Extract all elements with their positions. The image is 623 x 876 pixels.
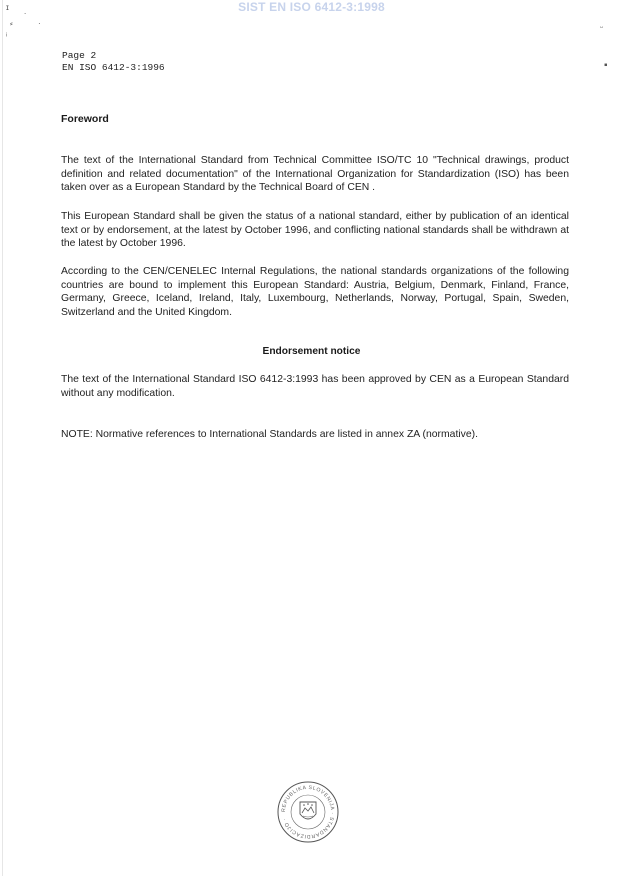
foreword-paragraph-2: This European Standard shall be given the status of a national standard, either by publication of an identical text or by endorsement, at the latest by October 1996, and conflicting national standards shall be withdrawn at the latest by October 1996. xyxy=(61,211,569,250)
scan-speck: ɪ xyxy=(6,3,9,12)
seal-icon xyxy=(276,780,340,844)
watermark: SIST EN ISO 6412-3:1998 xyxy=(238,0,385,14)
scan-speck: · xyxy=(38,19,41,28)
scan-speck: ⸗ xyxy=(10,19,13,28)
page-header xyxy=(62,50,165,74)
foreword-paragraph-3: According to the CEN/CENELEC Internal Regulations, the national standards organizations of the following countries are bound to implement this European Standard: Austria, Belgium, Denmark, Finland, France, Germany, Greece, Iceland, Ireland, Italy, Luxembourg, Netherlands, Norway, Portugal, Spain, Sweden, Switzerland and the United Kingdom. xyxy=(61,266,569,318)
scan-speck: ᵢ xyxy=(6,29,8,38)
seal-ring-text: REPUBLIKA SLOVENIJA · STANDARDIZACIJO · xyxy=(280,784,336,840)
scan-speck: . xyxy=(24,7,27,16)
foreword-paragraph-1: The text of the International Standard from Technical Committee ISO/TC 10 "Technical drawings, product definition and related documentation" of the International Organization for Standardization (ISO) has been taken over as a European Standard by the Technical Board of CEN . xyxy=(61,155,569,194)
endorsement-paragraph: The text of the International Standard ISO 6412-3:1993 has been approved by CEN as a European Standard without any modification. xyxy=(61,374,569,399)
endorsement-heading: Endorsement notice xyxy=(262,346,361,357)
official-seal-stamp xyxy=(276,780,340,844)
scan-speck: ▪ xyxy=(604,60,608,71)
page-number: Page 2 xyxy=(62,50,97,61)
scan-speck: ᵕ xyxy=(600,23,604,32)
note-paragraph: NOTE: Normative references to International Standards are listed in annex ZA (normative). xyxy=(61,429,478,440)
foreword-heading: Foreword xyxy=(61,113,109,125)
page-edge-line xyxy=(2,0,3,876)
document-id: EN ISO 6412-3:1996 xyxy=(62,62,165,73)
svg-text:REPUBLIKA SLOVENIJA · STANDARD xyxy=(281,785,335,839)
